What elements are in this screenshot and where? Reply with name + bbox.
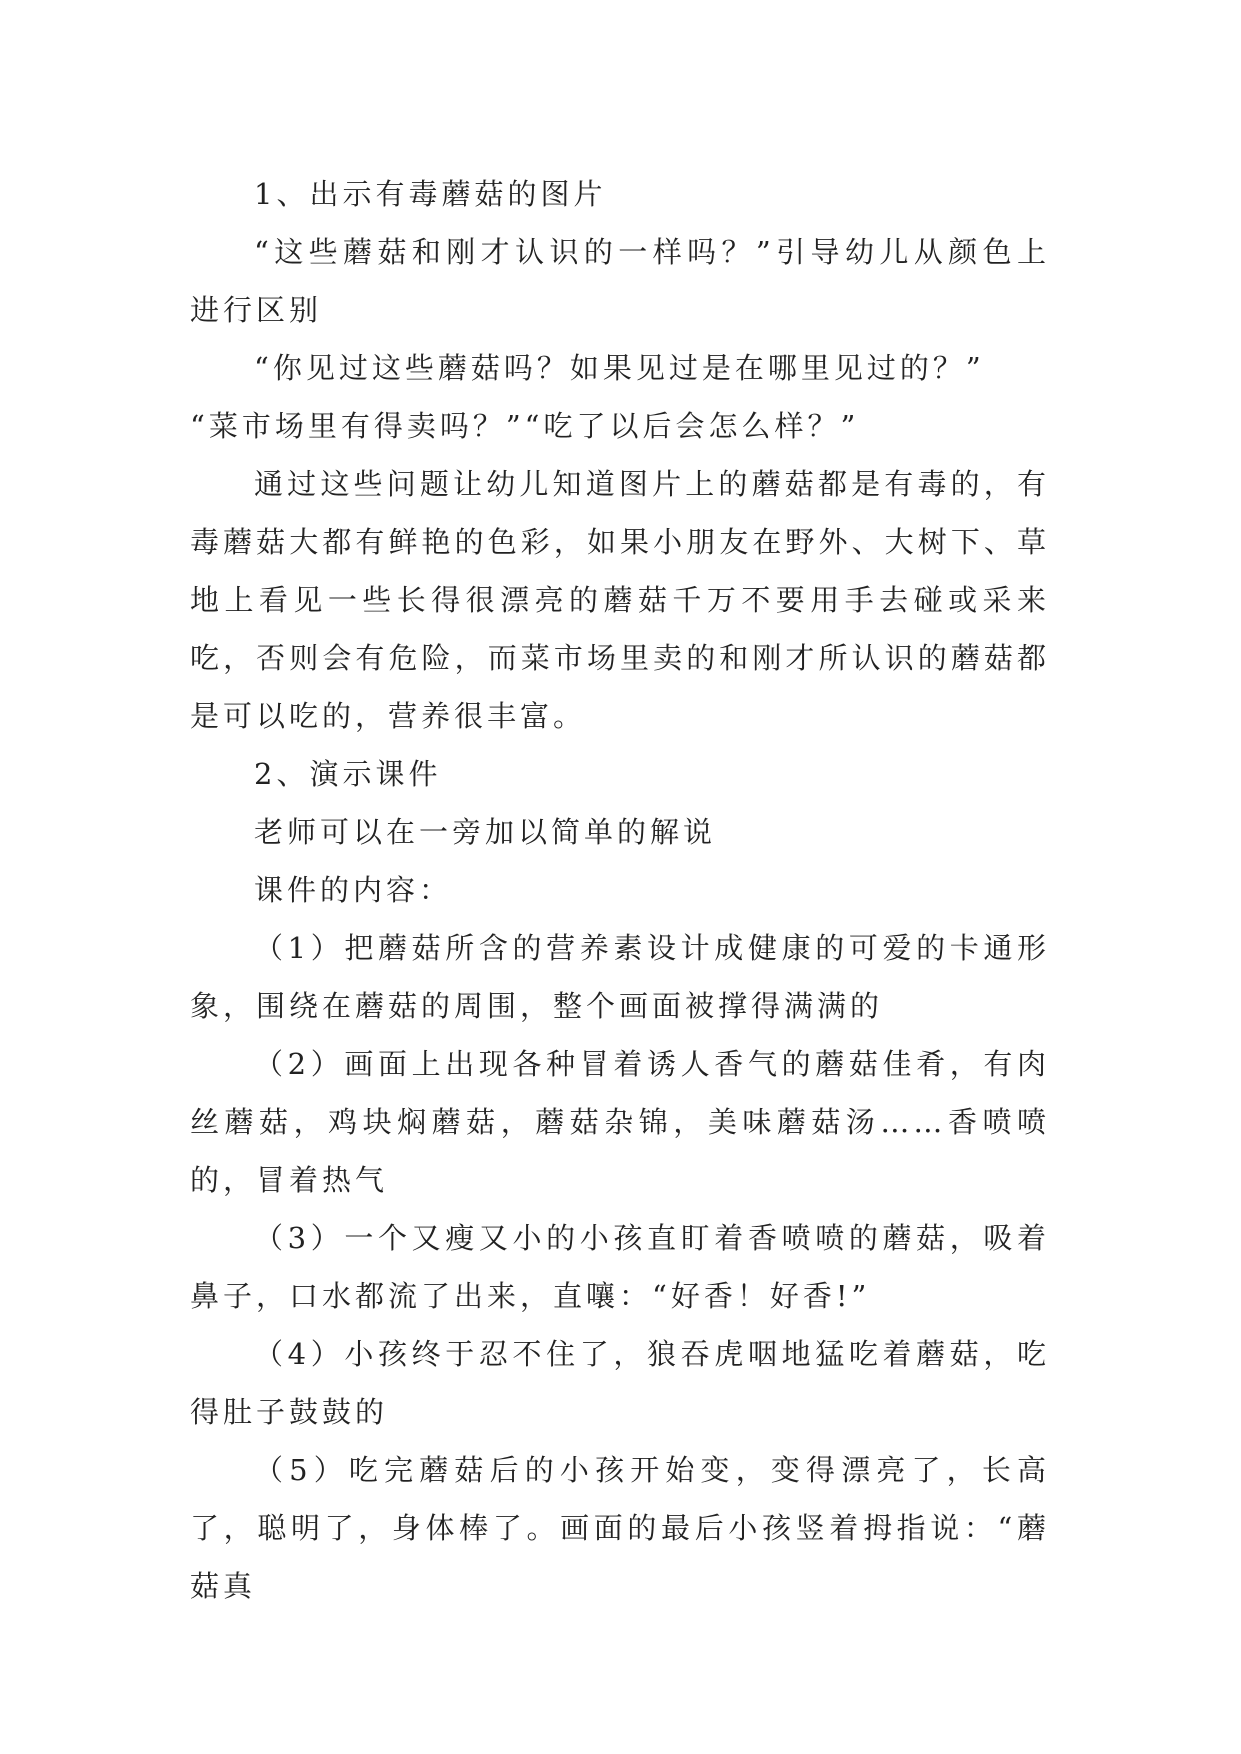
paragraph-10: （2）画面上出现各种冒着诱人香气的蘑菇佳肴，有肉丝蘑菇，鸡块焖蘑菇，蘑菇杂锦，美味蘑菇汤……香喷喷的，冒着热气	[190, 1047, 1050, 1197]
document-body	[190, 165, 1050, 1615]
paragraph-8: 课件的内容：	[254, 873, 453, 907]
paragraph-5: 通过这些问题让幼儿知道图片上的蘑菇都是有毒的，有毒蘑菇大都有鲜艳的色彩，如果小朋友在野外、大树下、草地上看见一些长得很漂亮的蘑菇千万不要用手去碰或采来吃，否则会有危险，而菜市场里卖的和刚才所认识的蘑菇都是可以吃的，营养很丰富。	[190, 467, 1050, 733]
paragraph-12: （4）小孩终于忍不住了，狼吞虎咽地猛吃着蘑菇，吃得肚子鼓鼓的	[190, 1337, 1050, 1429]
paragraph-13: （5）吃完蘑菇后的小孩开始变，变得漂亮了，长高了，聪明了，身体棒了。画面的最后小孩竖着拇指说：“蘑菇真	[190, 1453, 1050, 1603]
paragraph-11: （3）一个又瘦又小的小孩直盯着香喷喷的蘑菇，吸着鼻子，口水都流了出来，直嚷：“好香！好香!”	[190, 1221, 1050, 1313]
paragraph-2: “这些蘑菇和刚才认识的一样吗？”引导幼儿从颜色上进行区别	[190, 235, 1050, 327]
paragraph-4: “菜市场里有得卖吗？”“吃了以后会怎么样？”	[190, 409, 860, 443]
paragraph-1: 1、出示有毒蘑菇的图片	[254, 177, 607, 211]
paragraph-7: 老师可以在一旁加以简单的解说	[254, 815, 717, 849]
paragraph-9: （1）把蘑菇所含的营养素设计成健康的可爱的卡通形象，围绕在蘑菇的周围，整个画面被撑得满满的	[190, 931, 1050, 1023]
paragraph-3: “你见过这些蘑菇吗？如果见过是在哪里见过的？”	[254, 351, 985, 385]
paragraph-6: 2、演示课件	[254, 757, 442, 791]
